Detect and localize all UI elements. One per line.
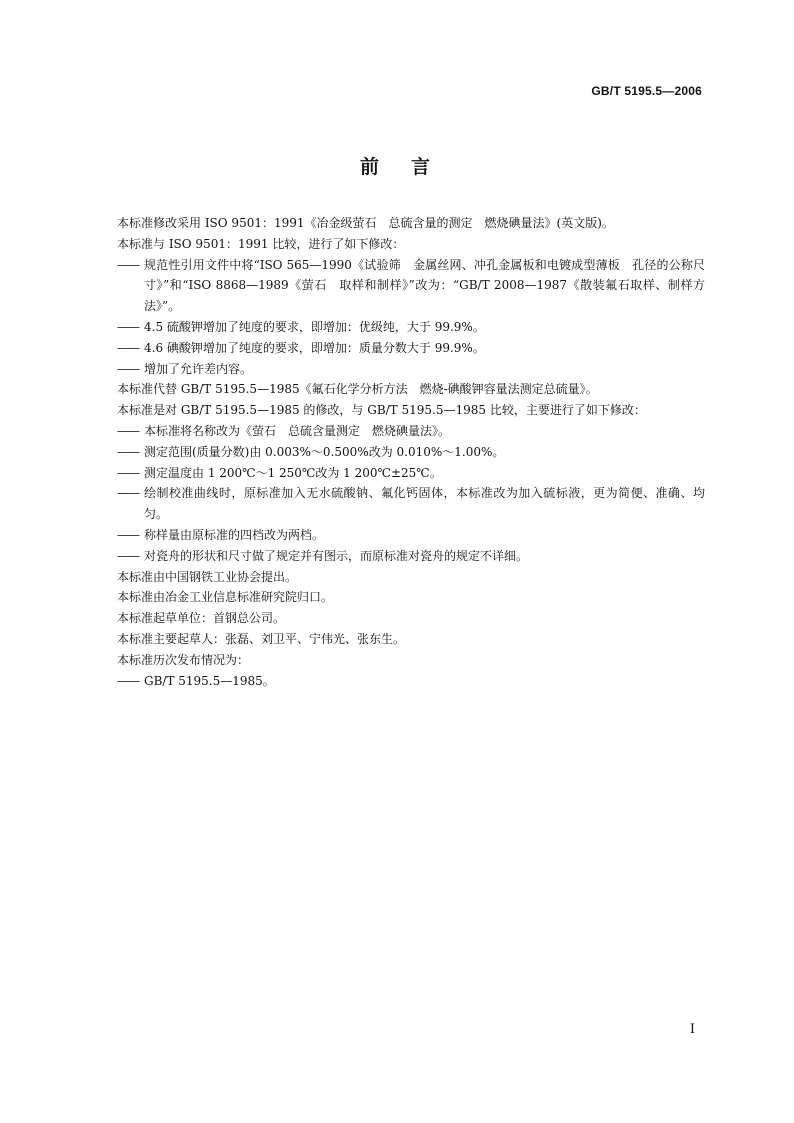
dash-marker: ——: [117, 527, 139, 542]
list-item-text: 对瓷舟的形状和尺寸做了规定并有图示，而原标准对瓷舟的规定不详细。: [144, 548, 529, 563]
paragraph-replaces: 本标准代替 GB/T 5195.5—1985《氟石化学分析方法 燃烧-碘酸钾容量法测定总硫量》。: [117, 382, 598, 397]
page-number: I: [689, 1022, 695, 1037]
list-item: [117, 442, 705, 463]
list-item-text: 本标准将名称改为《萤石 总硫含量测定 燃烧碘量法》。: [144, 423, 451, 438]
list-item: [117, 338, 705, 359]
list-item: [117, 546, 705, 567]
foreword-body: [117, 213, 705, 691]
dash-marker: ——: [117, 465, 139, 480]
dash-marker: ——: [117, 444, 139, 459]
paragraph-adoption: 本标准修改采用 ISO 9501：1991《冶金级萤石 总硫含量的测定 燃烧碘量法》(英文版)。: [117, 216, 614, 230]
list-item-text: 称样量由原标准的四档改为两档。: [144, 527, 325, 542]
paragraph-drafters: 本标准主要起草人：张磊、刘卫平、宁伟光、张东生。: [117, 631, 406, 646]
dash-marker: ——: [117, 423, 139, 438]
list-item: [117, 463, 705, 484]
list-item: [117, 317, 705, 338]
dash-marker: ——: [117, 257, 139, 272]
title-char-2: 言: [411, 156, 435, 178]
dash-marker: ——: [117, 673, 139, 688]
paragraph-iso-comparison: 本标准与 ISO 9501：1991 比较，进行了如下修改：: [117, 236, 405, 251]
dash-marker: ——: [117, 361, 139, 376]
dash-marker: ——: [117, 486, 139, 501]
list-item-text: 测定温度由 1 200℃～1 250℃改为 1 200℃±25℃。: [144, 465, 442, 480]
standard-code: GB/T 5195.5—2006: [591, 84, 702, 98]
title-char-1: 前: [359, 156, 383, 178]
dash-marker: ——: [117, 548, 139, 563]
paragraph-revision-comparison: 本标准是对 GB/T 5195.5—1985 的修改，与 GB/T 5195.5—1985 比较，主要进行了如下修改：: [117, 403, 646, 418]
list-item: [117, 359, 705, 380]
list-item-text: 规范性引用文件中将“ISO 565—1990《试验筛 金属丝网、冲孔金属板和电镀成型薄板 孔径的公称尺寸》”和“ISO 8868—1989《萤石 取样和制样》”改为：“GB/T 2008—1987《散装氟石取样、制样方法》”。: [144, 257, 705, 314]
list-item: [117, 671, 705, 692]
page-title: [0, 152, 794, 179]
paragraph-drafting-unit: 本标准起草单位：首钢总公司。: [117, 611, 286, 626]
list-item-text: GB/T 5195.5—1985。: [144, 673, 275, 688]
paragraph-proposer: 本标准由中国钢铁工业协会提出。: [117, 569, 298, 584]
list-item-text: 4.6 碘酸钾增加了纯度的要求，即增加：质量分数大于 99.9%。: [144, 340, 485, 355]
list-item: [117, 255, 705, 317]
paragraph-administrator: 本标准由冶金工业信息标准研究院归口。: [117, 590, 334, 605]
dash-marker: ——: [117, 340, 139, 355]
list-item-text: 4.5 硫酸钾增加了纯度的要求，即增加：优级纯，大于 99.9%。: [144, 319, 485, 334]
list-item-text: 增加了允许差内容。: [144, 361, 253, 376]
paragraph-history: 本标准历次发布情况为：: [117, 652, 250, 667]
list-item: [117, 483, 705, 525]
list-item-text: 测定范围(质量分数)由 0.003%～0.500%改为 0.010%～1.00%。: [144, 444, 505, 459]
list-item: [117, 525, 705, 546]
list-item: [117, 421, 705, 442]
list-item-text: 绘制校准曲线时，原标准加入无水硫酸钠、氟化钙固体，本标准改为加入硫标液，更为简便、准确、均匀。: [144, 486, 705, 522]
dash-marker: ——: [117, 319, 139, 334]
